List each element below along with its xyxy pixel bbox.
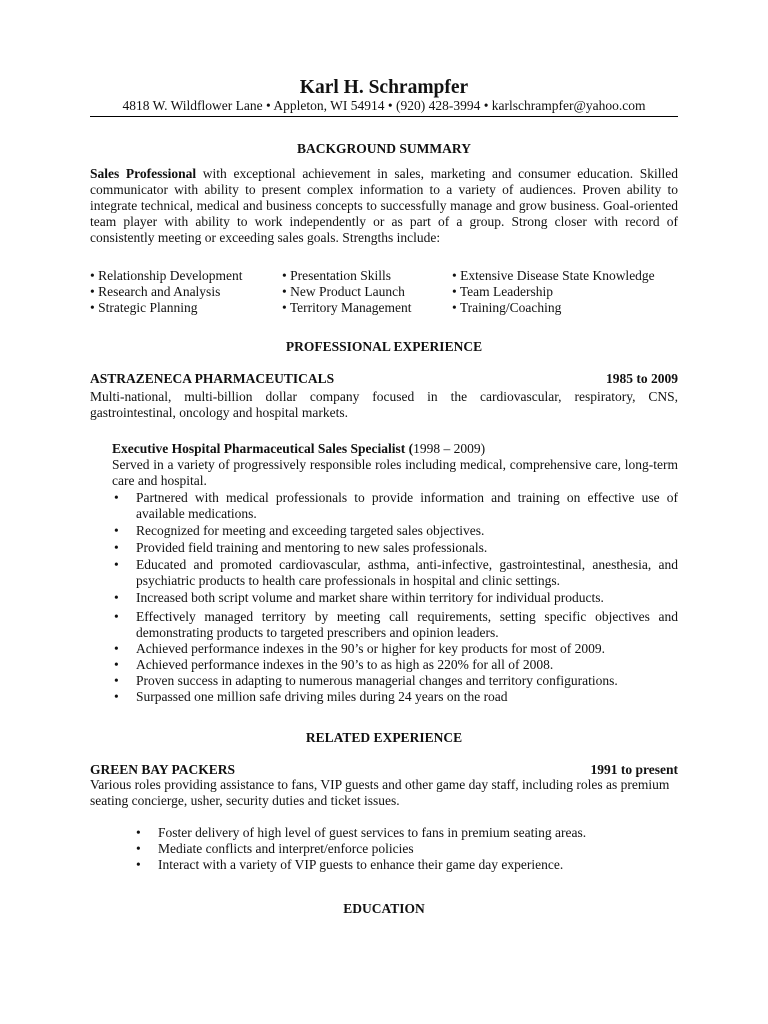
section-heading-related-experience: RELATED EXPERIENCE bbox=[305, 730, 463, 745]
strength-item: • Research and Analysis bbox=[90, 284, 221, 299]
employer-name: ASTRAZENECA PHARMACEUTICALS bbox=[90, 371, 335, 386]
bullet-icon: • bbox=[114, 590, 119, 605]
summary-lead: Sales Professional bbox=[90, 166, 197, 181]
strength-item: • Presentation Skills bbox=[282, 268, 391, 283]
achievement-item: • Increased both script volume and market share within territory for individual products. bbox=[114, 590, 604, 605]
candidate-name: Karl H. Schrampfer bbox=[299, 77, 469, 98]
strength-item: • Team Leadership bbox=[452, 284, 553, 299]
section-heading-background-summary: BACKGROUND SUMMARY bbox=[297, 141, 471, 156]
achievement-item: • Effectively managed territory by meeting call requirements, setting specific objectives and demonstrating products to targeted prescribers and opinion leaders. bbox=[114, 609, 678, 640]
strength-item: • Relationship Development bbox=[90, 268, 243, 283]
employer-row-astrazeneca bbox=[90, 371, 678, 387]
employer-row-green-bay-packers bbox=[90, 762, 678, 778]
summary-paragraph bbox=[90, 166, 678, 246]
contact-line: 4818 W. Wildflower Lane • Appleton, WI 54914 • (920) 428-3994 • karlschrampfer@yahoo.com bbox=[122, 98, 646, 113]
duty-item: • Foster delivery of high level of guest services to fans in premium seating areas. bbox=[136, 825, 587, 840]
strength-item: • Training/Coaching bbox=[452, 300, 562, 315]
strength-item: • New Product Launch bbox=[282, 284, 405, 299]
bullet-icon: • bbox=[114, 641, 119, 656]
bullet-icon: • bbox=[114, 523, 119, 538]
section-heading-education: EDUCATION bbox=[343, 901, 425, 916]
bullet-icon: • bbox=[114, 540, 119, 555]
duty-item: • Mediate conflicts and interpret/enforce policies bbox=[136, 841, 414, 856]
strengths-column-2 bbox=[282, 268, 412, 316]
employer-description: Various roles providing assistance to fans, VIP guests and other game day staff, including roles as premium seating concierge, usher, security duties and ticket issues. bbox=[90, 777, 670, 808]
bullet-icon: • bbox=[114, 557, 119, 572]
bullet-icon: • bbox=[114, 490, 119, 505]
job-title: Executive Hospital Pharmaceutical Sales Specialist ( bbox=[112, 441, 414, 456]
bullet-icon: • bbox=[114, 689, 119, 704]
bullet-icon: • bbox=[136, 857, 141, 872]
achievement-item: • Surpassed one million safe driving miles during 24 years on the road bbox=[114, 689, 508, 704]
achievement-item: • Achieved performance indexes in the 90’s or higher for key products for most of 2009. bbox=[114, 641, 605, 656]
job-dates: 1998 – 2009) bbox=[413, 441, 486, 456]
bullet-icon: • bbox=[136, 825, 141, 840]
strengths-column-1 bbox=[90, 268, 242, 316]
bullet-icon: • bbox=[136, 841, 141, 856]
role-summary: Served in a variety of progressively responsible roles including medical, comprehensive care, long-term care and hospital. bbox=[112, 457, 678, 488]
achievement-item: • Provided field training and mentoring to new sales professionals. bbox=[114, 540, 488, 555]
achievement-item: • Proven success in adapting to numerous managerial changes and territory configurations. bbox=[114, 673, 618, 688]
employment-dates: 1985 to 2009 bbox=[606, 371, 678, 386]
employment-dates: 1991 to present bbox=[590, 762, 678, 777]
bullet-icon: • bbox=[114, 673, 119, 688]
employer-name: GREEN BAY PACKERS bbox=[90, 762, 236, 777]
achievement-item: • Partnered with medical professionals to provide information and training on effective use of available medications. bbox=[114, 490, 678, 521]
achievement-item: • Recognized for meeting and exceeding targeted sales objectives. bbox=[114, 523, 485, 538]
employer-description: Multi-national, multi-billion dollar company focused in the cardiovascular, respiratory, CNS, gastrointestinal, oncology and hospital markets. bbox=[90, 389, 678, 420]
section-heading-professional-experience: PROFESSIONAL EXPERIENCE bbox=[285, 339, 483, 354]
related-duties-list bbox=[134, 825, 678, 873]
header-divider bbox=[90, 116, 678, 117]
duty-item: • Interact with a variety of VIP guests to enhance their game day experience. bbox=[136, 857, 564, 872]
strength-item: • Strategic Planning bbox=[90, 300, 198, 315]
bullet-icon: • bbox=[114, 657, 119, 672]
bullet-icon: • bbox=[114, 609, 119, 624]
achievement-item: • Educated and promoted cardiovascular, asthma, anti-infective, gastrointestinal, anesthesia, and psychiatric products to health care professionals in hospital and clinic settings. bbox=[114, 557, 678, 588]
strength-item: • Extensive Disease State Knowledge bbox=[452, 268, 655, 283]
summary-text: with exceptional achievement in sales, marketing and consumer education. Skilled communicator with ability to present complex information to a variety of audiences. Proven ability to integrate technical, medical and business concepts to successfully manage and grow business. Goal-oriented team player with ability to work independently or as part of a group. Strong closer with record of consistently meeting or exceeding sales goals. Strengths include: bbox=[90, 166, 678, 245]
strengths-column-3 bbox=[452, 268, 655, 316]
achievement-item: • Achieved performance indexes in the 90’s to as high as 220% for all of 2008. bbox=[114, 657, 554, 672]
job-title-row bbox=[112, 441, 678, 457]
strength-item: • Territory Management bbox=[282, 300, 412, 315]
achievement-list bbox=[112, 490, 678, 705]
